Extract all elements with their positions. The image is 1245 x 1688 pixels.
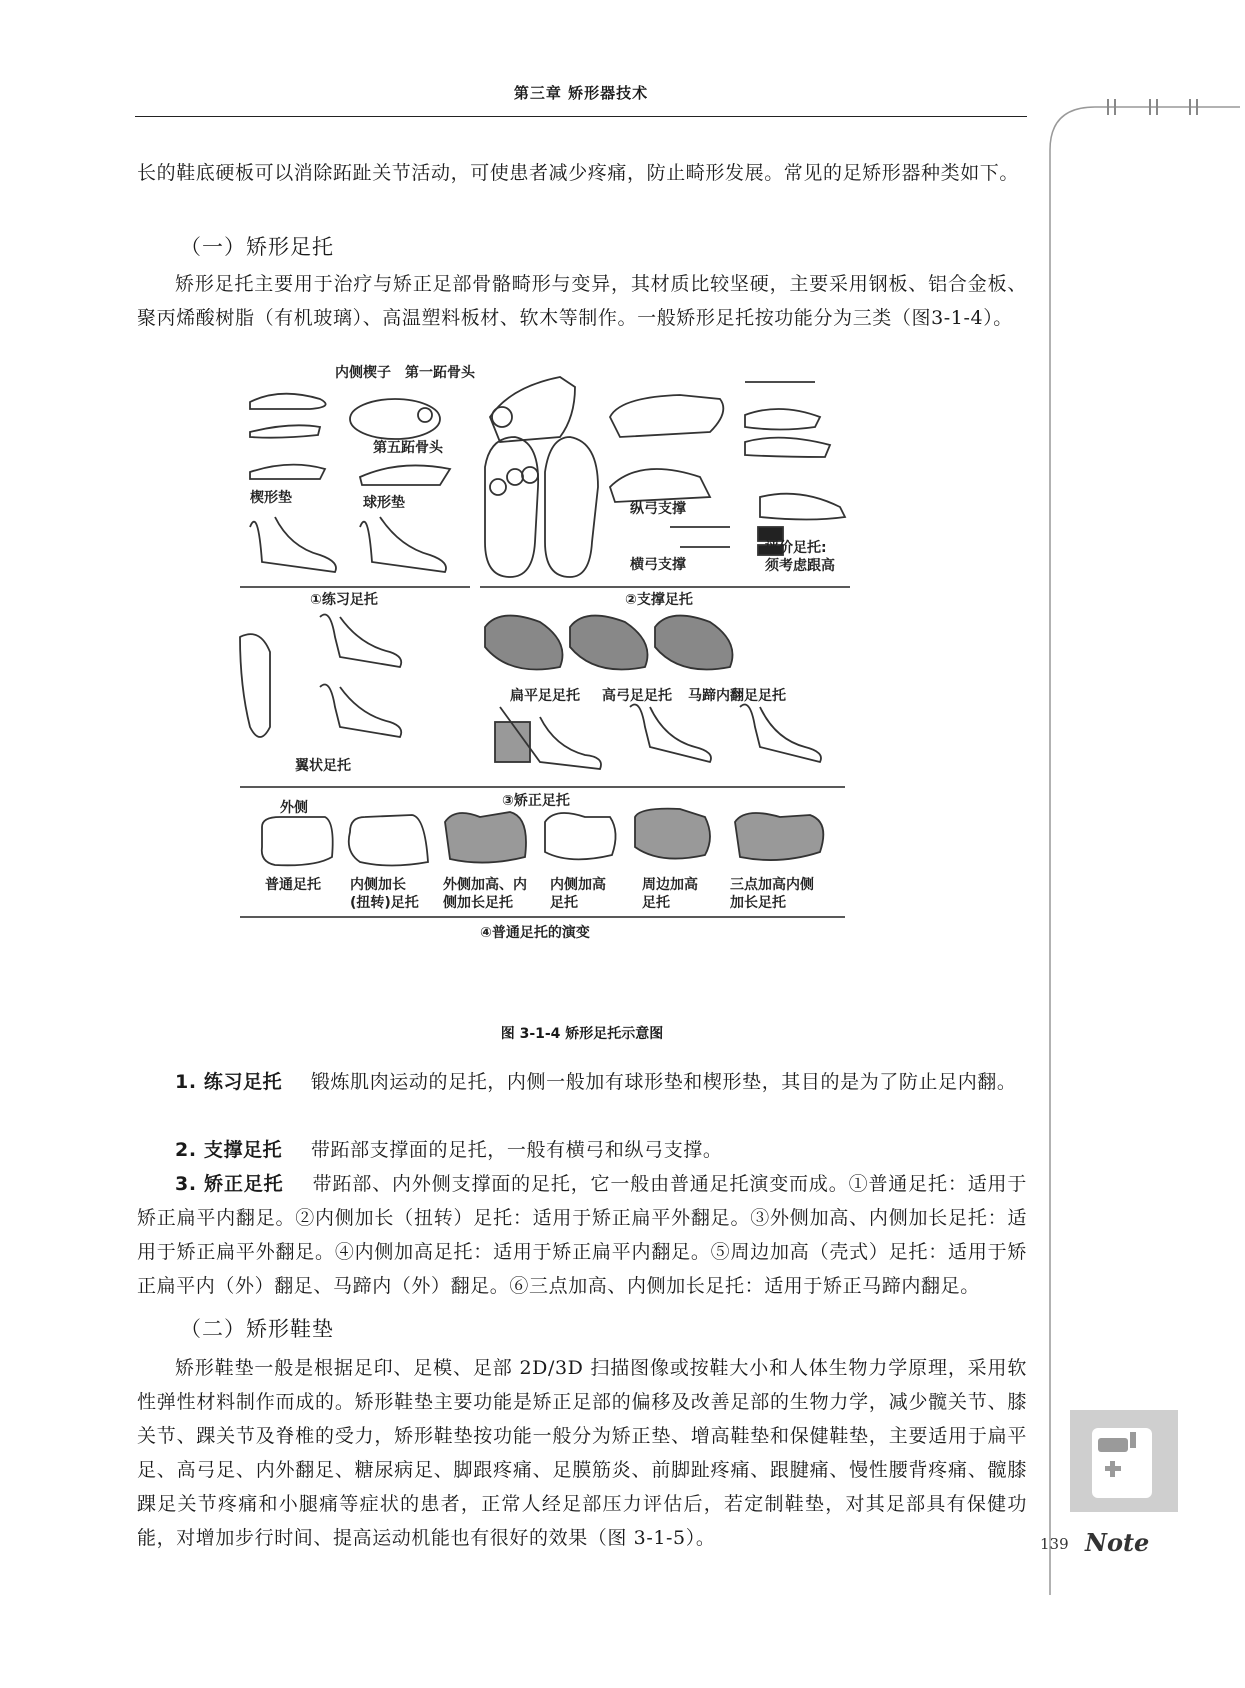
svg-text:楔形垫 bbox=[250, 489, 292, 506]
evolution-item-6-line2: 加长足托 bbox=[730, 895, 786, 911]
evolution-item-5-line2: 足托 bbox=[642, 895, 670, 911]
section2-paragraph: 矫形鞋垫一般是根据足印、足模、足部 2D/3D 扫描图像或按鞋大小和人体生物力学原理，采用软性弹性材料制作而成的。矫形鞋垫主要功能是矫正足部的偏移及改善足部的生物力学，减少髋关节、膝关节、踝关节及脊椎的受力，矫形鞋垫按功能一般分为矫正垫、增高鞋垫和保健鞋垫，主要适用于扁平足、高弓足、内外翻足、糖尿病足、脚跟疼痛、足膜筋炎、前脚趾疼痛、跟腱痛、慢性腰背疼痛、髋膝踝足关节疼痛和小腿痛等症状的患者，正常人经足部压力评估后，若定制鞋垫，对其足部具有保健功能，对增加步行时间、提高运动机能也有很好的效果（图 3-1-5）。 bbox=[137, 1357, 1027, 1549]
label-clubfoot-orthosis: 马蹄内翻足足托 bbox=[688, 688, 786, 704]
item-1-paragraph bbox=[137, 1065, 1027, 1099]
svg-text:翼状足托 bbox=[295, 757, 351, 774]
panel2-title: ②支撑足托 bbox=[625, 592, 693, 608]
label-wedge-pad: 楔形垫 bbox=[250, 490, 292, 506]
label-longitudinal-arch: 纵弓支撑 bbox=[630, 501, 686, 517]
label-ball-pad: 球形垫 bbox=[363, 495, 405, 511]
note-icon bbox=[1070, 1410, 1178, 1512]
margin-decoration bbox=[1040, 95, 1240, 1595]
item-2-paragraph bbox=[137, 1133, 1027, 1167]
page-number: 139 bbox=[1040, 1535, 1069, 1553]
svg-text:内侧楔子 bbox=[335, 364, 391, 381]
evolution-item-3-line2: 侧加长足托 bbox=[443, 895, 513, 911]
label-evaluation: 评价足托: bbox=[765, 540, 827, 556]
header-rule bbox=[135, 116, 1027, 117]
svg-text:第一跖骨头 bbox=[405, 364, 476, 381]
svg-text:球形垫 bbox=[363, 495, 405, 511]
evolution-item-4-line1: 内侧加高 bbox=[550, 877, 606, 893]
label-medial-wedge: 内侧楔子 bbox=[335, 365, 391, 381]
svg-text:③矫正足托 bbox=[502, 792, 570, 809]
label-fifth-metatarsal-head: 第五跖骨头 bbox=[373, 440, 443, 456]
svg-text:内侧加长 bbox=[350, 876, 406, 893]
section-heading-foot-orthosis: （一）矫形足托 bbox=[180, 235, 334, 259]
panel4-title: ④普通足托的演变 bbox=[480, 925, 590, 941]
svg-text:普通足托 bbox=[265, 876, 321, 893]
svg-text:外侧加高、内 bbox=[443, 876, 527, 893]
svg-text:外侧 bbox=[280, 799, 308, 816]
svg-text:须考虑跟高 bbox=[765, 557, 835, 574]
svg-text:足托 bbox=[550, 894, 578, 911]
svg-text:纵弓支撑 bbox=[630, 500, 687, 517]
svg-text:高弓足足托 bbox=[602, 687, 672, 704]
evolution-item-6-line1: 三点加高内侧 bbox=[730, 877, 814, 893]
label-highArch-orthosis: 高弓足足托 bbox=[602, 688, 672, 704]
svg-text:②支撑足托 bbox=[625, 591, 693, 608]
label-flatfoot-orthosis: 扁平足足托 bbox=[510, 688, 580, 704]
svg-text:第五跖骨头 bbox=[373, 439, 444, 456]
panel1-title: ①练习足托 bbox=[310, 592, 378, 608]
item-2-lead: 2. 支撑足托 bbox=[175, 1139, 283, 1161]
svg-text:三点加高内侧 bbox=[730, 876, 814, 893]
evolution-item-1: 普通足托 bbox=[265, 877, 321, 893]
label-lateral: 外侧 bbox=[280, 800, 308, 816]
svg-text:扁平足足托 bbox=[510, 687, 580, 704]
svg-text:评价足托: bbox=[765, 539, 827, 556]
label-transverse-arch: 横弓支撑 bbox=[630, 557, 686, 573]
item-1-text: 锻炼肌肉运动的足托，内侧一般加有球形垫和楔形垫，其目的是为了防止足内翻。 bbox=[310, 1071, 1017, 1093]
figure-caption: 图 3-1-4 矫形足托示意图 bbox=[500, 1026, 664, 1042]
item-3-lead: 3. 矫正足托 bbox=[175, 1173, 284, 1195]
evolution-item-5-line1: 周边加高 bbox=[642, 877, 698, 893]
svg-text:(扭转)足托 bbox=[350, 894, 419, 911]
intro-paragraph: 长的鞋底硬板可以消除跖趾关节活动，可使患者减少疼痛，防止畸形发展。常见的足矫形器种类如下。 bbox=[137, 162, 1020, 184]
svg-text:足托 bbox=[642, 894, 670, 911]
svg-text:马蹄内翻足足托 bbox=[688, 687, 786, 704]
section-heading-orthotic-insole: （二）矫形鞋垫 bbox=[180, 1317, 334, 1341]
item-2-text: 带跖部支撑面的足托，一般有横弓和纵弓支撑。 bbox=[310, 1139, 723, 1161]
note-label: Note bbox=[1085, 1528, 1150, 1557]
section1-paragraph: 矫形足托主要用于治疗与矫正足部骨骼畸形与变异，其材质比较坚硬，主要采用钢板、铝合金板、聚丙烯酸树脂（有机玻璃）、高温塑料板材、软木等制作。一般矫形足托按功能分为三类（图3-1-4）。 bbox=[137, 273, 1027, 329]
item-1-lead: 1. 练习足托 bbox=[175, 1071, 283, 1093]
figure-3-1-4 bbox=[240, 365, 920, 1007]
evolution-item-4-line2: 足托 bbox=[550, 895, 578, 911]
svg-text:横弓支撑 bbox=[629, 556, 687, 573]
evolution-item-2-line1: 内侧加长 bbox=[350, 877, 406, 893]
evolution-item-2-line2: (扭转)足托 bbox=[350, 895, 419, 911]
label-first-metatarsal-head: 第一跖骨头 bbox=[405, 365, 475, 381]
svg-text:加长足托 bbox=[730, 894, 786, 911]
svg-text:周边加高 bbox=[642, 876, 698, 893]
item-3-text: 带跖部、内外侧支撑面的足托，它一般由普通足托演变而成。①普通足托：适用于矫正扁平内翻足。②内侧加长（扭转）足托：适用于矫正扁平外翻足。③外侧加高、内侧加长足托：适用于矫正扁平外翻足。④内侧加高足托：适用于矫正扁平内翻足。⑤周边加高（壳式）足托：适用于矫正扁平内（外）翻足、马蹄内（外）翻足。⑥三点加高、内侧加长足托：适用于矫正马蹄内翻足。 bbox=[137, 1173, 1027, 1297]
svg-text:侧加长足托 bbox=[442, 894, 513, 911]
evolution-item-3-line1: 外侧加高、内 bbox=[443, 877, 527, 893]
panel3-title: ③矫正足托 bbox=[502, 793, 570, 809]
running-head: 第三章 矫形器技术 bbox=[513, 84, 649, 102]
svg-text:④普通足托的演变 bbox=[480, 924, 590, 941]
svg-text:内侧加高 bbox=[550, 876, 606, 893]
item-3-paragraph bbox=[137, 1167, 1027, 1303]
label-wing-orthosis: 翼状足托 bbox=[295, 758, 351, 774]
label-heel-height: 须考虑跟高 bbox=[765, 558, 835, 574]
svg-text:①练习足托 bbox=[310, 591, 378, 608]
